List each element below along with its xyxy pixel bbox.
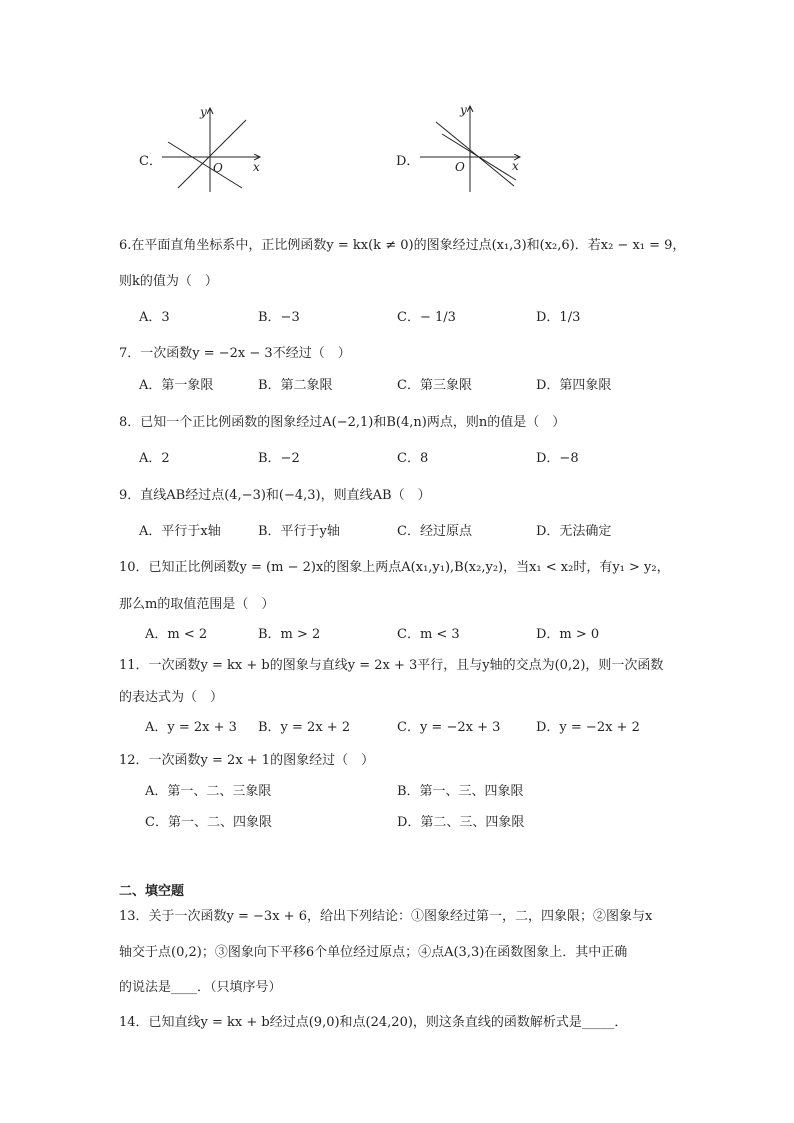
q11-option-d: D．y = −2x + 2 <box>536 720 640 735</box>
question-12: 12．一次函数y = 2x + 1的图象经过（ ） <box>119 753 375 768</box>
graph-line <box>168 142 242 188</box>
q9-option-a: A．平行于x轴 <box>139 524 221 539</box>
q8-option-c: C．8 <box>397 451 429 466</box>
q11-option-a: A．y = 2x + 3 <box>145 720 237 735</box>
question-7: 7．一次函数y = −2x − 3不经过（ ） <box>119 346 351 361</box>
q12-option-d: D．第二、三、四象限 <box>397 815 525 830</box>
axis-y-label: y <box>460 103 467 117</box>
q7-option-c: C．第三象限 <box>397 378 472 393</box>
origin-label: O <box>213 161 223 175</box>
q7-option-b: B．第二象限 <box>258 378 333 393</box>
question-10-line-1: 10．已知正比例函数y = (m − 2)x的图象上两点A(x₁,y₁),B(x₂,y₂)，当x₁ < x₂时，有y₁ > y₂， <box>119 560 670 575</box>
option-c-label: C． <box>139 154 162 169</box>
question-11-line-1: 11．一次函数y = kx + b的图象与直线y = 2x + 3平行，且与y轴的交点为(0,2)，则一次函数 <box>119 658 664 673</box>
q12-option-c: C．第一、二、四象限 <box>145 815 272 830</box>
question-10-line-2: 那么m的取值范围是（ ） <box>119 597 275 612</box>
question-13-line-2: 轴交于点(0,2)；③图象向下平移6个单位经过原点；④点A(3,3)在函数图象上．其中正确 <box>119 945 628 960</box>
q6-option-c: C．− 1/3 <box>397 310 456 325</box>
q9-option-b: B．平行于y轴 <box>258 524 340 539</box>
question-6-line-1: 6.在平面直角坐标系中，正比例函数y = kx(k ≠ 0)的图象经过点(x₁,3)和(x₂,6)．若x₂ − x₁ = 9， <box>119 238 686 253</box>
q10-option-b: B．m > 2 <box>258 627 321 642</box>
q8-option-a: A．2 <box>139 451 170 466</box>
question-8: 8．已知一个正比例函数的图象经过A(−2,1)和B(4,n)两点，则n的值是（ ） <box>119 415 566 430</box>
axis-x-label: x <box>512 159 519 173</box>
q6-option-b: B．−3 <box>258 310 300 325</box>
q11-option-b: B．y = 2x + 2 <box>258 720 351 735</box>
question-9: 9．直线AB经过点(4,−3)和(−4,3)，则直线AB（ ） <box>119 488 431 503</box>
question-11-line-2: 的表达式为（ ） <box>119 690 224 705</box>
q10-option-d: D．m > 0 <box>536 627 600 642</box>
q8-option-d: D．−8 <box>536 451 579 466</box>
q8-option-b: B．−2 <box>258 451 300 466</box>
q9-option-d: D．无法确定 <box>536 524 612 539</box>
q6-option-a: A．3 <box>139 310 170 325</box>
q12-option-a: A．第一、二、三象限 <box>145 784 272 799</box>
q6-option-d: D．1/3 <box>536 310 581 325</box>
question-6-line-2: 则k的值为（ ） <box>119 274 218 289</box>
option-d-label: D． <box>396 154 420 169</box>
axis-x-label: x <box>253 160 260 174</box>
q12-option-b: B．第一、三、四象限 <box>397 784 524 799</box>
graph-d <box>418 100 528 195</box>
axis-y-label: y <box>200 105 207 119</box>
q9-option-c: C．经过原点 <box>397 524 472 539</box>
section-title-fill-in: 二、填空题 <box>119 884 185 899</box>
q10-option-c: C．m < 3 <box>397 627 460 642</box>
origin-label: O <box>455 160 465 174</box>
question-13-line-1: 13．关于一次函数y = −3x + 6，给出下列结论：①图象经过第一，二，四象限；②图象与x <box>119 909 653 924</box>
q10-option-a: A．m < 2 <box>145 627 208 642</box>
q11-option-c: C．y = −2x + 3 <box>397 720 501 735</box>
q7-option-d: D．第四象限 <box>536 378 612 393</box>
question-14: 14．已知直线y = kx + b经过点(9,0)和点(24,20)，则这条直线的函数解析式是_____． <box>119 1015 628 1030</box>
question-13-line-3: 的说法是____．（只填序号） <box>119 980 282 995</box>
graph-c <box>160 100 270 195</box>
q7-option-a: A．第一象限 <box>139 378 214 393</box>
